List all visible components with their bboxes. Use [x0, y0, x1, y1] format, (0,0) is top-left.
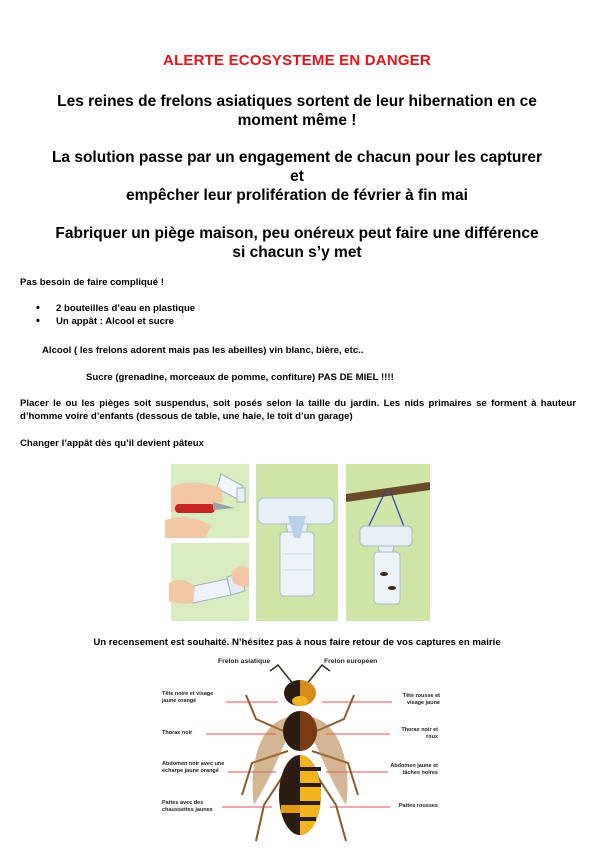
headline-solution: [10, 148, 584, 205]
left-label-head: Tête noire et visage jaune orangé: [162, 691, 214, 704]
cutting-bottle-image: [165, 464, 249, 538]
left-label-legs: Pattes avec des chaussettes jaunes: [162, 800, 213, 813]
headline-line: Fabriquer un piège maison, peu onéreux peut faire une différence: [55, 225, 539, 242]
list-item: • 2 bouteilles d’eau en plastique: [34, 302, 195, 315]
assembled-trap-image: [256, 464, 338, 621]
left-column-header: Frelon asiatique: [218, 658, 271, 665]
left-label-thorax: Thorax noir: [162, 730, 193, 736]
placement-text: Placer le ou les pièges soit suspendus, soit posés selon la taille du jardin. Les nids primaires se forment à hauteur d’homme voire d’enfants (dessous de table, une haie, le toit d’un garage): [20, 398, 576, 422]
right-label-legs: Pattes rousses: [398, 803, 438, 809]
headline-hibernation: [10, 92, 584, 130]
hornet-illustration: [160, 655, 440, 851]
hanging-trap-image: [346, 464, 430, 621]
change-bait-text: Changer l’appât dès qu’il devient pâteux: [20, 438, 204, 449]
list-item: • Un appât : Alcool et sucre: [34, 315, 195, 328]
sucre-text: Sucre (grenadine, morceaux de pomme, confiture) PAS DE MIEL !!!!: [86, 372, 394, 383]
materials-list: [34, 302, 195, 328]
headline-line: si chacun s’y met: [232, 244, 362, 261]
alcool-text: Alcool ( les frelons adorent mais pas les abeilles) vin blanc, bière, etc..: [42, 345, 364, 356]
right-label-head: Tête rousse et visage jaune: [402, 693, 440, 706]
headline-line: et: [290, 168, 304, 185]
headline-line: Les reines de frelons asiatiques sortent de leur hibernation en ce: [57, 93, 537, 110]
right-label-abdomen: Abdomen jaune et tâches noires: [390, 763, 438, 776]
headline-line: empêcher leur prolifération de février à fin mai: [126, 187, 468, 204]
census-text: Un recensement est souhaité. N’hésitez pas à nous faire retour de vos captures en mairie: [93, 637, 501, 648]
page-title: ALERTE ECOSYSTEME EN DANGER: [163, 52, 431, 69]
headline-trap: [10, 224, 584, 262]
right-label-thorax: Thorax noir et roux: [401, 727, 438, 740]
right-column-header: Frelon européen: [324, 658, 378, 665]
headline-line: moment même !: [237, 112, 357, 129]
hornet-comparison-diagram: [160, 655, 440, 851]
left-label-abdomen: Abdomen noir avec une écharpe jaune orangé: [162, 761, 225, 774]
intro-text: Pas besoin de faire compliqué !: [20, 277, 164, 288]
headline-line: La solution passe par un engagement de chacun pour les capturer: [51, 149, 543, 166]
bottle-parts-image: [165, 543, 249, 621]
